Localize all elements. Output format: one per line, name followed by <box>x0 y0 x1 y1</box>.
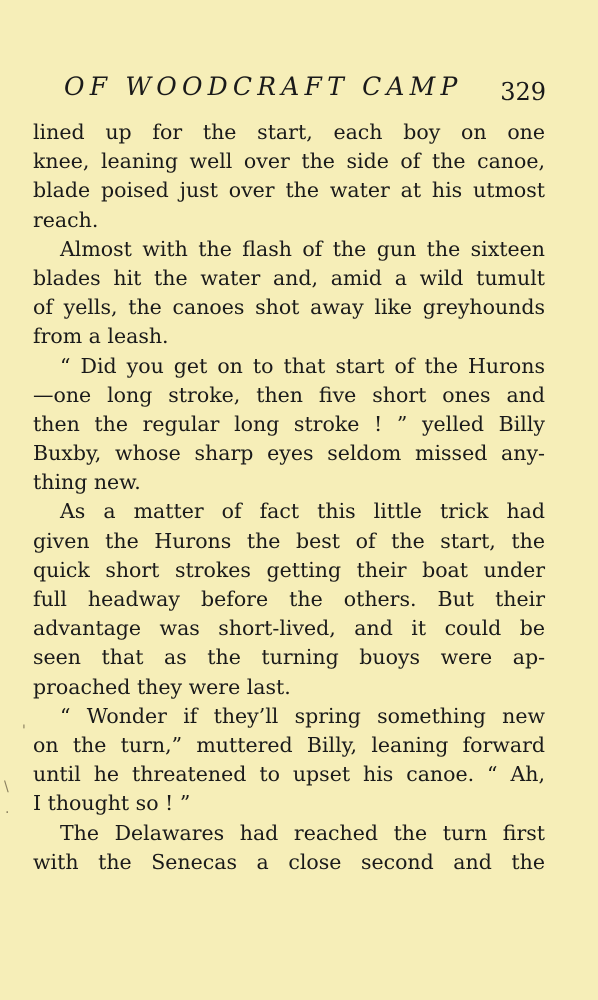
text-line: proached they were last. <box>33 674 291 699</box>
text-line: with the Senecas a close second and the <box>33 849 545 874</box>
text-line: seen that as the turning buoys were ap- <box>33 645 545 670</box>
text-line: knee, leaning well over the side of the canoe, <box>33 149 545 174</box>
text-line: —one long stroke, then five short ones and <box>33 382 545 407</box>
page-number: 329 <box>500 78 546 106</box>
text-line: Almost with the flash of the gun the sixteen <box>60 236 545 261</box>
text-line: from a leash. <box>33 324 169 349</box>
text-line: then the regular long stroke ! ” yelled Billy <box>33 411 545 436</box>
text-line: blade poised just over the water at his utmost <box>33 178 545 203</box>
text-line: reach. <box>33 207 99 232</box>
text-line: “ Wonder if they’ll spring something new <box>60 703 545 728</box>
text-line: thing new. <box>33 470 141 495</box>
text-line: quick short strokes getting their boat under <box>33 557 545 582</box>
text-line: of yells, the canoes shot away like greyhounds <box>33 295 545 320</box>
margin-tick-mark: ' <box>22 723 26 739</box>
text-line: I thought so ! ” <box>33 791 191 816</box>
body-text <box>33 118 545 877</box>
text-line: lined up for the start, each boy on one <box>33 120 545 144</box>
text-line: blades hit the water and, amid a wild tumult <box>33 265 545 290</box>
text-line: Buxby, whose sharp eyes seldom missed any- <box>33 441 545 466</box>
text-line: advantage was short-lived, and it could be <box>33 616 545 641</box>
text-line: until he threatened to upset his canoe. “ Ah, <box>33 762 545 787</box>
running-head <box>64 72 546 108</box>
margin-tick-mark: \ <box>4 779 9 795</box>
text-line: on the turn,” muttered Billy, leaning forward <box>33 732 545 757</box>
text-line: given the Hurons the best of the start, the <box>33 528 545 553</box>
text-line: “ Did you get on to that start of the Hurons <box>60 353 545 378</box>
margin-tick-mark: · <box>5 805 10 821</box>
text-line: full headway before the others. But their <box>33 587 545 611</box>
running-title: OF WOODCRAFT CAMP <box>64 72 463 101</box>
text-line: The Delawares had reached the turn first <box>60 820 545 845</box>
text-line: As a matter of fact this little trick had <box>60 499 545 524</box>
